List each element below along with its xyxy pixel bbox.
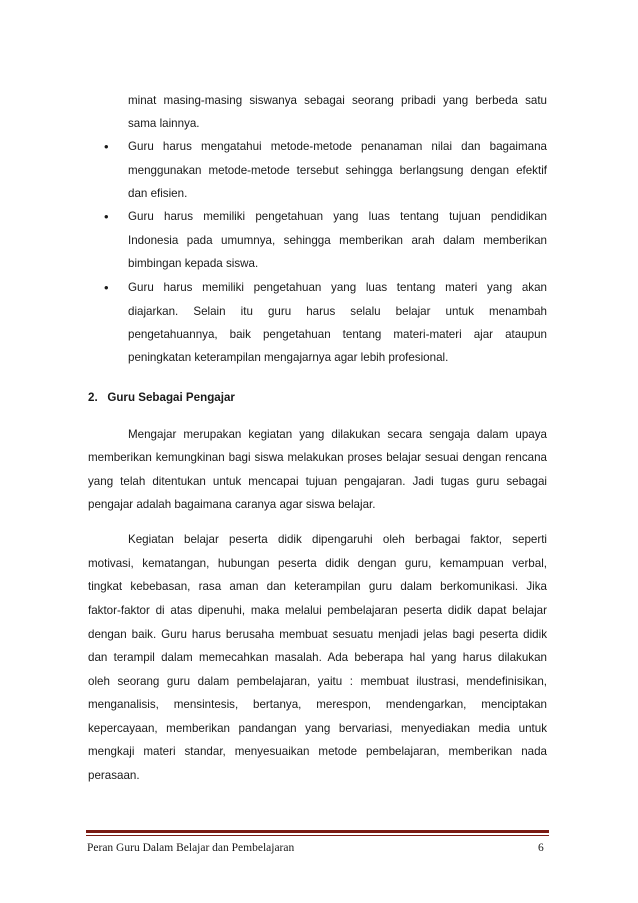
bullet-text-line: Guru harus memiliki pengetahuan yang luas tentang materi yang akan	[128, 281, 547, 294]
paragraph-line: kepercayaan, memberikan pandangan yang bervariasi, menyediakan media untuk	[88, 722, 547, 735]
paragraph-line: memberikan kemungkinan bagi siswa melakukan proses belajar sesuai dengan rencana	[88, 451, 547, 464]
paragraph-line: faktor-faktor di atas dipenuhi, maka melalui pembelajaran peserta didik dapat belajar	[88, 604, 547, 617]
bullet-text-line: bimbingan kepada siswa.	[128, 257, 259, 270]
text-line: sama lainnya.	[128, 117, 200, 130]
paragraph-line: mengkaji materi standar, menyesuaikan metode pembelajaran, memberikan nada	[88, 745, 547, 758]
footer-title: Peran Guru Dalam Belajar dan Pembelajaran	[87, 842, 295, 854]
section-heading: 2. Guru Sebagai Pengajar	[88, 391, 235, 404]
paragraph-line: dengan baik. Guru harus berusaha membuat sesuatu menjadi jelas bagi peserta didik	[88, 628, 547, 641]
paragraph-line: tingkat kebebasan, rasa aman dan keterampilan guru dalam berkomunikasi. Jika	[88, 580, 547, 593]
bullet-icon: •	[104, 139, 109, 154]
paragraph-line: motivasi, kematangan, hubungan peserta didik dengan guru, kemampuan verbal,	[88, 557, 547, 570]
bullet-text-line: Guru harus mengatahui metode-metode penanaman nilai dan bagaimana	[128, 140, 547, 153]
bullet-text-line: diajarkan. Selain itu guru harus selalu belajar untuk menambah	[128, 305, 547, 318]
paragraph-line: menganalisis, mensintesis, bertanya, merespon, mendengarkan, menciptakan	[88, 698, 547, 711]
bullet-text-line: menggunakan metode-metode tersebut sehingga berlangsung dengan efektif	[128, 164, 547, 177]
paragraph-line: pengajar adalah bagaimana caranya agar siswa belajar.	[88, 498, 376, 511]
paragraph-line: yang telah ditentukan untuk mencapai tujuan pengajaran. Jadi tugas guru sebagai	[88, 475, 547, 488]
bullet-text-line: Indonesia pada umumnya, sehingga memberikan arah dalam memberikan	[128, 234, 547, 247]
page-number: 6	[538, 842, 544, 854]
bullet-text-line: Guru harus memiliki pengetahuan yang luas tentang tujuan pendidikan	[128, 210, 547, 223]
paragraph-line: oleh seorang guru dalam pembelajaran, yaitu : membuat ilustrasi, mendefinisikan,	[88, 675, 547, 688]
bullet-text-line: dan efisien.	[128, 187, 188, 200]
paragraph-line: Mengajar merupakan kegiatan yang dilakukan secara sengaja dalam upaya	[128, 428, 547, 441]
footer-rule-thick	[86, 830, 549, 833]
paragraph-line: dan terampil dalam memecahkan masalah. Ada beberapa hal yang harus dilakukan	[88, 651, 547, 664]
footer-rule-thin	[86, 835, 549, 836]
bullet-text-line: pengetahuannya, baik pengetahuan tentang materi-materi ajar ataupun	[128, 328, 547, 341]
text-line: minat masing-masing siswanya sebagai seorang pribadi yang berbeda satu	[128, 94, 547, 107]
bullet-text-line: peningkatan keterampilan mengajarnya agar lebih profesional.	[128, 351, 449, 364]
bullet-icon: •	[104, 209, 109, 224]
paragraph-line: Kegiatan belajar peserta didik dipengaruhi oleh berbagai faktor, seperti	[128, 533, 547, 546]
paragraph-line: perasaan.	[88, 769, 140, 782]
bullet-icon: •	[104, 280, 109, 295]
